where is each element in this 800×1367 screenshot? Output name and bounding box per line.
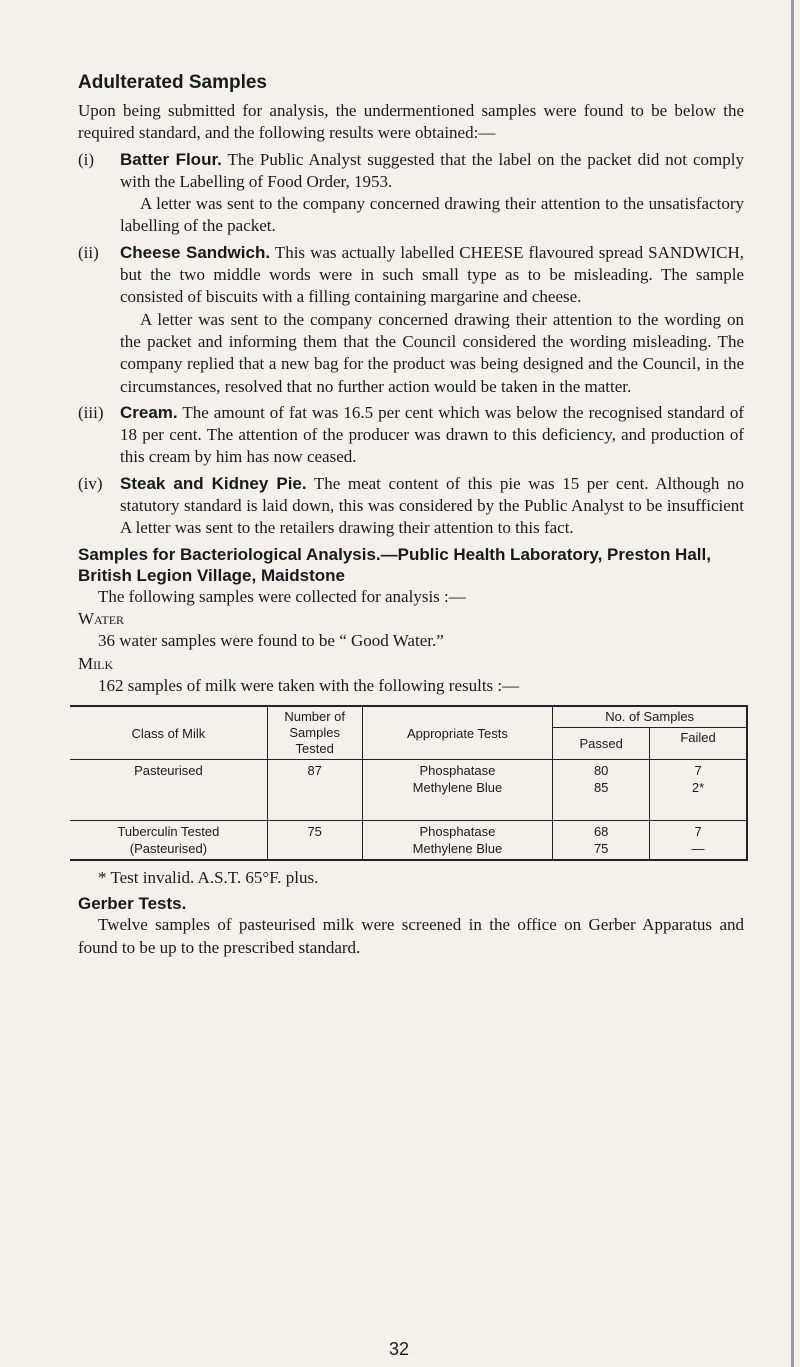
water-text: 36 water samples were found to be “ Good Water.” bbox=[98, 631, 444, 651]
item-paragraph bbox=[120, 242, 744, 309]
cell-failed bbox=[650, 760, 747, 821]
item-number: (i) bbox=[78, 149, 95, 169]
test-name: Methylene Blue bbox=[412, 841, 503, 857]
test-name: Phosphatase bbox=[419, 824, 496, 840]
header-failed: Failed bbox=[650, 727, 747, 760]
passed-value: 68 bbox=[593, 824, 609, 840]
item-number: (iv) bbox=[78, 473, 103, 493]
passed-value: 75 bbox=[593, 841, 609, 857]
passed-value: 80 bbox=[593, 763, 609, 779]
item-heading: Batter Flour. bbox=[120, 149, 222, 169]
intro-paragraph: Upon being submitted for analysis, the undermentioned samples were found to be below the required standard, and the following results were obtained:— bbox=[78, 101, 744, 143]
cell-tests bbox=[362, 821, 553, 861]
bacteriological-heading: Samples for Bacteriological Analysis.—Public Health Laboratory, Preston Hall, British Legion Village, Maidstone bbox=[78, 544, 711, 585]
gerber-text: Twelve samples of pasteurised milk were screened in the office on Gerber Apparatus and found to be up to the prescribed standard. bbox=[78, 915, 744, 957]
item-paragraph-2: A letter was sent to the company concerned drawing their attention to the wording on the packet and informing them that the Council considered the wording misleading. The company replied that a new bag for the product was being designed and the Council, in the circumstances, resolved that no further action would be taken in the matter. bbox=[120, 309, 744, 396]
class-name-sub: (Pasteurised) bbox=[129, 841, 208, 857]
list-item bbox=[78, 242, 744, 398]
item-paragraph-2: A letter was sent to the company concerned drawing their attention to the unsatisfactory labelling of the packet. bbox=[120, 194, 744, 236]
table-row bbox=[70, 821, 747, 861]
milk-results-table bbox=[70, 705, 748, 861]
cell-class: Pasteurised bbox=[70, 760, 267, 821]
milk-label: Milk bbox=[78, 653, 114, 673]
failed-value: — bbox=[691, 841, 705, 857]
cell-number: 75 bbox=[267, 821, 362, 861]
item-number: (iii) bbox=[78, 402, 104, 422]
page-edge bbox=[791, 0, 794, 1367]
item-heading: Cheese Sandwich. bbox=[120, 242, 271, 262]
header-tests: Appropriate Tests bbox=[362, 706, 553, 760]
page-number: 32 bbox=[389, 1339, 410, 1359]
header-passed: Passed bbox=[553, 727, 650, 760]
item-paragraph bbox=[120, 473, 744, 540]
cell-passed bbox=[553, 821, 650, 861]
bacteriological-intro: The following samples were collected for analysis :— bbox=[98, 586, 466, 606]
failed-value: 2* bbox=[691, 780, 705, 796]
cell-number: 87 bbox=[267, 760, 362, 821]
item-number: (ii) bbox=[78, 242, 99, 262]
cell-class bbox=[70, 821, 267, 861]
class-name: Tuberculin Tested bbox=[117, 824, 220, 840]
item-text: The Public Analyst suggested that the label on the packet did not comply with the Labelling of Food Order, 1953. bbox=[120, 149, 744, 191]
test-name: Methylene Blue bbox=[412, 780, 503, 796]
header-number: Number of Samples Tested bbox=[267, 706, 362, 760]
item-text: This was actually labelled CHEESE flavoured spread SANDWICH, but the two middle words were in such small type as to be misleading. The sample consisted of biscuits with a filling containing margarine and cheese. bbox=[120, 242, 744, 307]
item-heading: Steak and Kidney Pie. bbox=[120, 473, 307, 493]
page-title: Adulterated Samples bbox=[78, 72, 267, 93]
test-name: Phosphatase bbox=[419, 763, 496, 779]
header-class: Class of Milk bbox=[70, 706, 267, 760]
header-no-of-samples: No. of Samples bbox=[553, 706, 747, 727]
milk-text: 162 samples of milk were taken with the following results :— bbox=[98, 675, 520, 695]
document-page bbox=[78, 72, 744, 959]
water-label: Water bbox=[78, 608, 125, 628]
item-heading: Cream. bbox=[120, 402, 178, 422]
table-footnote: * Test invalid. A.S.T. 65°F. plus. bbox=[98, 868, 319, 888]
cell-passed bbox=[553, 760, 650, 821]
list-item bbox=[78, 149, 744, 238]
cell-tests bbox=[362, 760, 553, 821]
item-paragraph bbox=[120, 149, 744, 194]
cell-failed bbox=[650, 821, 747, 861]
item-paragraph bbox=[120, 402, 744, 469]
gerber-heading: Gerber Tests. bbox=[78, 894, 187, 914]
passed-value: 85 bbox=[593, 780, 609, 796]
table-row bbox=[70, 760, 747, 821]
failed-value: 7 bbox=[694, 763, 702, 779]
list-item bbox=[78, 402, 744, 469]
list-item bbox=[78, 473, 744, 540]
item-text: The amount of fat was 16.5 per cent which was below the recognised standard of 18 per cent. The attention of the producer was drawn to this deficiency, and production of this cream by him has now ceased. bbox=[120, 402, 744, 467]
failed-value: 7 bbox=[694, 824, 702, 840]
item-text: The meat content of this pie was 15 per cent. Although no statutory standard is laid down, this was considered by the Public Analyst to be insufficient A letter was sent to the retailers drawing their attention to this fact. bbox=[120, 473, 744, 538]
